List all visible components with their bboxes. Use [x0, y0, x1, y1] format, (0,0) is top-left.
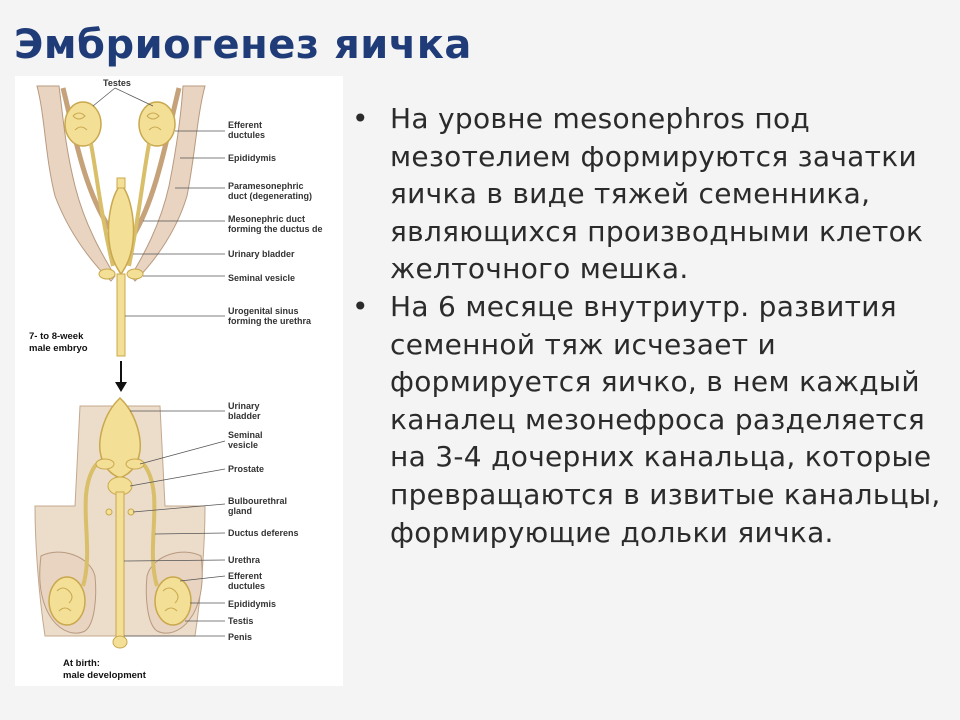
label-efferent: Efferent: [228, 120, 263, 130]
bullet-dot: •: [352, 102, 369, 135]
label-mesonephric: Mesonephric duct: [228, 214, 306, 224]
down-arrow-icon: [115, 361, 127, 392]
label-ductules-b: ductules: [228, 581, 266, 591]
bullet-list: [348, 100, 948, 551]
label-prostate: Prostate: [228, 464, 265, 474]
label-testis: Testis: [228, 616, 254, 626]
label-bulbourethral: Bulbourethral: [228, 496, 288, 506]
label-ductules: ductules: [228, 130, 266, 140]
stage1-caption-line2: male embryo: [29, 343, 88, 354]
bullet-text: На уровне mesonephros под мезотелием формируются зачатки яичка в виде тяжей семенника, являющихся производными клеток желточного мешка.: [390, 102, 924, 286]
label-vesicle: vesicle: [228, 440, 259, 450]
label-urinary-bladder: Urinary bladder: [228, 249, 295, 259]
label-epididymis-b: Epididymis: [228, 599, 277, 609]
label-mesonephric-2: forming the ductus de: [228, 224, 323, 234]
page-title: Эмбриогенез яичка: [14, 22, 472, 68]
label-efferent-b: Efferent: [228, 571, 263, 581]
label-bladder: bladder: [228, 411, 261, 421]
label-testes: Testes: [103, 78, 131, 88]
label-penis: Penis: [228, 632, 253, 642]
label-urogenital-sinus-2: forming the urethra: [228, 316, 312, 326]
bullet-text: На 6 месяце внутриутр. развития семенной тяж исчезает и формируется яичко, в нем каждый каналец мезонефроса разделяется на 3-4 дочерних канальца, которые превращаются в извитые канальцы, формирующие дольки яичка.: [390, 289, 941, 549]
label-epididymis: Epididymis: [228, 153, 277, 163]
embryology-diagram: [15, 76, 343, 686]
bullet-item: [348, 100, 948, 288]
label-paramesonephric: Paramesonephric: [228, 181, 304, 191]
label-urogenital-sinus: Urogenital sinus: [228, 306, 299, 316]
label-seminal-vesicle: Seminal vesicle: [228, 273, 296, 283]
bullet-item: [348, 288, 948, 551]
label-urethra: Urethra: [228, 555, 261, 565]
birth-stage-diagram: [35, 398, 299, 681]
label-gland: gland: [228, 506, 252, 516]
stage2-caption-line1: At birth:: [63, 658, 100, 669]
label-ductus-deferens: Ductus deferens: [228, 528, 299, 538]
label-paramesonephric-2: duct (degenerating): [228, 191, 313, 201]
label-urinary: Urinary: [228, 401, 260, 411]
bullet-dot: •: [352, 289, 369, 323]
stage1-caption-line1: 7- to 8-week: [29, 331, 84, 342]
label-seminal: Seminal: [228, 430, 263, 440]
stage2-caption-line2: male development: [63, 670, 146, 681]
reproductive-system-illustration: [15, 76, 343, 686]
embryo-stage-diagram: [29, 78, 323, 356]
